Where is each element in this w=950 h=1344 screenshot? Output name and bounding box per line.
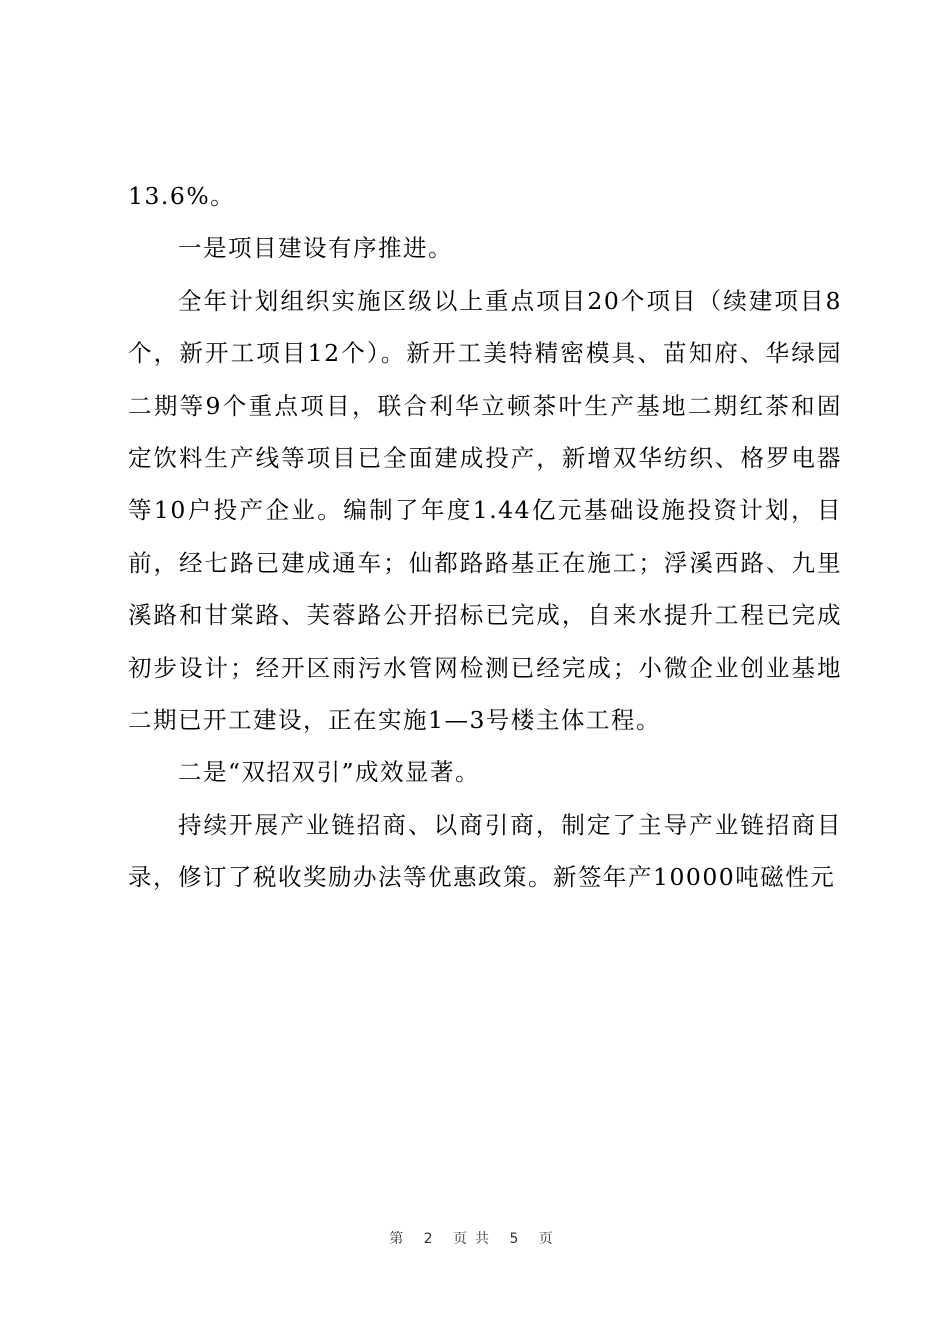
page-footer xyxy=(0,1228,950,1248)
paragraph-heading-project-construction: 一是项目建设有序推进。 xyxy=(178,234,453,263)
paragraph-project-details: 全年计划组织实施区级以上重点项目20个项目（续建项目8个，新开工项目12个）。新开工美特精密模具、苗知府、华绿园二期等9个重点项目，联合利华立顿茶叶生产基地二期红茶和固定饮料生产线等项目已全面建成投产，新增双华纺织、格罗电器等10户投产企业。编制了年度1.44亿元基础设施投资计划，目前，经七路已建成通车；仙都路路基正在施工；浮溪西路、九里溪路和甘棠路、芙蓉路公开招标已完成，自来水提升工程已完成初步设计；经开区雨污水管网检测已经完成；小微企业创业基地二期已开工建设，正在实施1—3号楼主体工程。 xyxy=(128,286,842,735)
paragraph-continuation: 13.6%。 xyxy=(128,182,236,210)
document-body xyxy=(128,170,842,904)
page-number-label: 第 2 页共 5 页 xyxy=(389,1231,561,1247)
paragraph-investment-details: 持续开展产业链招商、以商引商，制定了主导产业链招商目录，修订了税收奖励办法等优惠政策。新签年产10000吨磁性元 xyxy=(128,810,842,892)
paragraph-heading-investment: 二是“双招双引”成效显著。 xyxy=(178,758,481,787)
